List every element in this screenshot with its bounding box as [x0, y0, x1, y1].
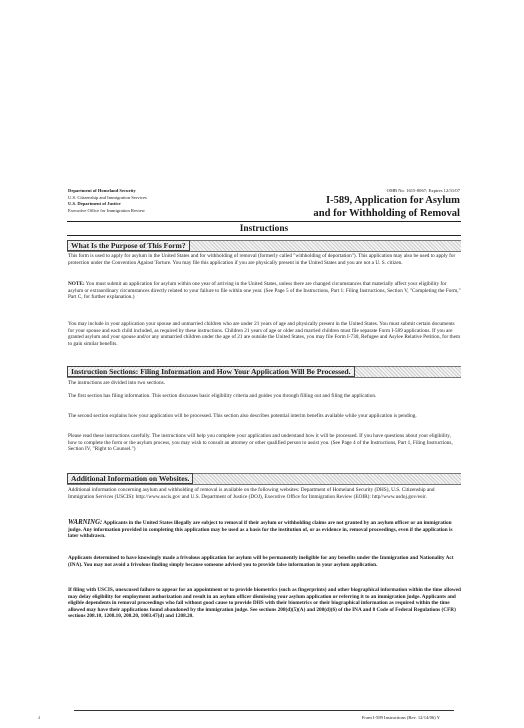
purpose-paragraph-1: This form is used to apply for asylum in the United States and for withholding of removal (formerly called "withholding of deportation"). This application may also be used to apply for protection under the Convention Against Torture. You may file this application if you are physically present in the United States and you are not a U. S. citizen.: [68, 253, 456, 266]
dept-eoir: Executive Office for Immigration Review: [68, 207, 145, 213]
note-label: NOTE:: [68, 281, 85, 287]
section-title-purpose: What Is the Purpose of This Form?: [67, 240, 190, 252]
sections-paragraph-1: The instructions are divided into two sections.: [68, 380, 165, 386]
section-bar-instruction-sections: [67, 366, 461, 378]
sections-paragraph-2: The first section has filing information. This section discusses basic eligibility criteria and guides you through filling out and filing the application.: [68, 393, 377, 399]
header-rule: [67, 221, 461, 222]
form-footer: Form I-589 Instructions (Rev. 12/14/06) Y: [361, 715, 440, 720]
frivolous-paragraph: Applicants determined to have knowingly made a frivolous application for asylum will be permanently ineligible for any benefits under the Immigration and Nationality Act (INA). You may not avoid a frivolous finding simply because someone advised you to provide false information in your asylum application.: [68, 555, 454, 568]
warning-text: Applicants in the United States illegally are subject to removal if their asylum or withholding claims are not granted by an asylum officer or an immigration judge. Any information provided in completing this application may be used as a basis for the institution of, or as evidence in, removal proceedings, even if the application is later withdrawn.: [68, 520, 453, 540]
form-title-line1: I-589, Application for Asylum: [325, 195, 460, 206]
section-title-instruction-sections: Instruction Sections: Filing Information and How Your Application Will Be Processed.: [67, 366, 355, 378]
section-bar-purpose: [67, 240, 461, 252]
additional-paragraph: Additional information concerning asylum and withholding of removal is available on the following websites: Department of Homeland Security (DHS), U.S. Citizenship and Immigration Services (USCIS): http://www.uscis.gov and U.S. Department of Justice (DOJ), Executive Office for Immigration Review (EOIR): http//www.usdoj.gov/eoir.: [68, 487, 435, 500]
omb-number: OMB No. 1615-0067; Expires 12/31/07: [386, 188, 460, 193]
sections-paragraph-3: The second section explains how your application will be processed. This section also describes potential interim benefits available while your application is pending.: [68, 413, 417, 419]
section-bar-additional: [67, 473, 461, 485]
warning-paragraph: [68, 520, 461, 540]
form-title-line2: and for Withholding of Removal: [313, 208, 460, 220]
section-title-additional: Additional Information on Websites.: [67, 473, 193, 485]
dept-doj: U.S. Department of Justice: [68, 201, 121, 207]
purpose-note: [68, 281, 461, 301]
sections-paragraph-4: Please read these instructions carefully. The instructions will help you complete your application and understand how it will be processed. If you have questions about your eligibility, how to complete the form or the asylum process, you may wish to consult an attorney or other qualified person to assist you. (See Page 4 of the Instructions, Part 1, Filing Instructions, Section IV, "Right to Counsel."): [68, 433, 453, 453]
instructions-title: Instructions: [239, 224, 289, 234]
note-text: You must submit an application for asylum within one year of arriving in the United States, unless there are changed circumstances that materially affect your eligibility for asylum or extraordinary circumstances directly related to your failure to file within one year. (See Page 5 of the Instructions, Part 1: Filing Instructions, Section V, "Completing the Form," Part C, for further explanation.): [68, 281, 461, 301]
instructions-rule: [67, 235, 461, 236]
purpose-paragraph-3: You may include in your application your spouse and unmarried children who are under 21 years of age and physically present in the United States. You must submit certain documents for your spouse and each child included, as required by these instructions. Children 21 years of age or older and married children must file separate Form I-589 applications. If you are granted asylum and your spouse and/or any unmarried children under the age of 21 are outside the United States, you may file Form I-730, Refugee and Asylee Relative Petition, for them to gain similar benefits.: [68, 321, 461, 347]
page-mark: 4: [38, 715, 41, 720]
agency-block: [68, 188, 268, 214]
form-title-block: [240, 188, 460, 221]
dept-dhs: Department of Homeland Security: [68, 188, 136, 193]
biometrics-paragraph: If filing with USCIS, unexcused failure to appear for an appointment or to provide biometrics (such as fingerprints) and other biographical information within the time allowed may delay eligibility for employment authorization and result in an asylum officer dismissing your asylum application or referring it to an immigration judge. Applicants and eligible dependents in removal proceedings who fail without good cause to provide DHS with their biometrics or their biographical information as required within the time allowed may have their applications found abandoned by the immigration judge. See sections 208(d)(5)(A) and 208(d)(6) of the INA and 8 Code of Federal Regulations (CFR) sections 208.10, 1208.10, 208.20, 1003.47(d) and 1208.20.: [68, 587, 461, 620]
dept-uscis: U.S. Citizenship and Immigration Services: [68, 194, 147, 200]
footer-rule: [74, 710, 454, 711]
warning-label: WARNING:: [68, 519, 103, 526]
